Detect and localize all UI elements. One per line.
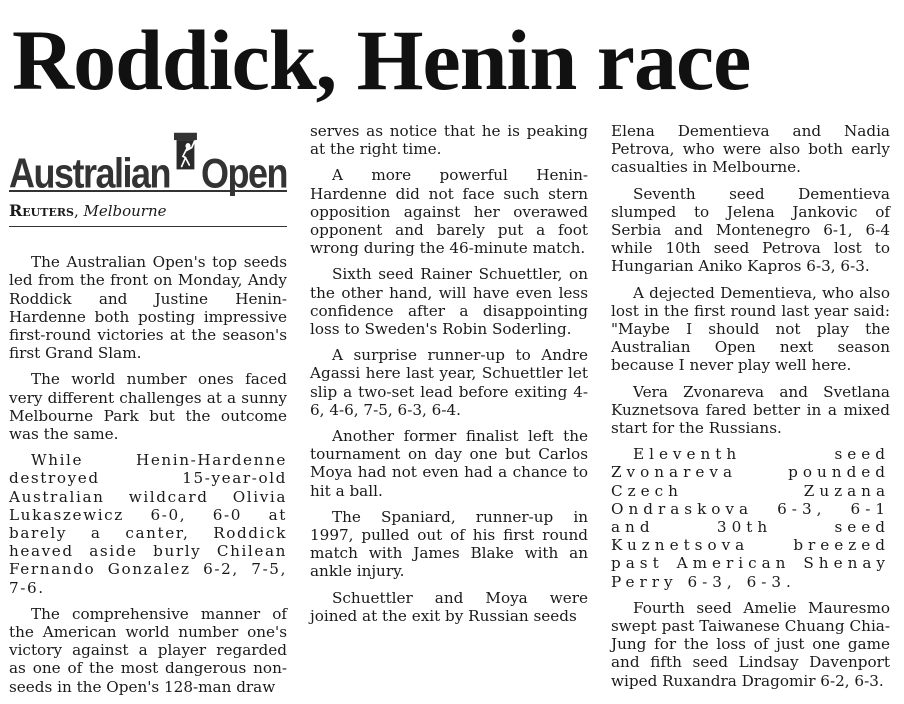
article-column-2 [310,122,588,633]
paragraph: Schuettler and Moya were joined at the exit by Russian seeds [310,588,588,625]
australian-open-logo [9,113,287,197]
paragraph: A surprise runner-up to Andre Agassi here last year, Schuettler let slip a two-set lead before exiting 4-6, 4-6, 7-5, 6-3, 6-4. [310,346,588,419]
paragraph: Vera Zvonareva and Svetlana Kuznetsova fared better in a mixed start for the Russians. [611,382,890,438]
paragraph: A more powerful Henin-Hardenne did not face such stern opposition against her overawed opponent and barely put a foot wrong during the 46-minute match. [310,166,588,258]
logo-text-australian: Australian [9,149,171,197]
article-column-1 [9,122,287,704]
paragraph: Eleventh seed Zvonareva pounded Czech Zuzana Ondraskova 6-3, 6-1 and 30th seed Kuznetsova breezed past American Shenay Perry 6-3, 6-3. [611,445,890,591]
paragraph: Sixth seed Rainer Schuettler, on the other hand, will have even less confidence after a disappointing loss to Sweden's Robin Soderling. [310,265,588,339]
paragraph: Elena Dementieva and Nadia Petrova, who were also both early casualties in Melbourne. [611,122,890,177]
paragraph: serves as notice that he is peaking at the right time. [310,122,588,159]
article-column-3 [611,122,890,698]
dateline: Reuters, Melbourne [9,202,287,227]
paragraph: The Spaniard, runner-up in 1997, pulled out of his first round match with James Blake with an ankle injury. [310,507,588,581]
logo-text-open: Open [200,149,287,197]
byline-agency: Reuters [9,201,74,220]
paragraph: While Henin-Hardenne destroyed 15-year-old Australian wildcard Olivia Lukaszewicz 6-0, 6-0 at barely a canter, Roddick heaved aside burly Chilean Fernando Gonzalez 6-2, 7-5, 7-6. [9,451,287,597]
paragraph: The world number ones faced very different challenges at a sunny Melbourne Park but the outcome was the same. [9,370,287,444]
headline: Roddick, Henin race [12,12,751,108]
paragraph: Fourth seed Amelie Mauresmo swept past Taiwanese Chuang Chia-Jung for the loss of just one game and fifth seed Lindsay Davenport wiped Ruxandra Dragomir 6-2, 6-3. [611,598,890,690]
paragraph: The comprehensive manner of the American world number one's victory against a player regarded as one of the most dangerous non-seeds in the Open's 128-man draw [9,604,287,696]
byline-location: Melbourne [83,202,167,220]
tennis-player-silhouette-icon [174,120,197,184]
paragraph: The Australian Open's top seeds led from the front on Monday, Andy Roddick and Justine Henin-Hardenne both posting impressive first-round victories at the season's first Grand Slam. [9,253,287,363]
paragraph: Seventh seed Dementieva slumped to Jelena Jankovic of Serbia and Montenegro 6-1, 6-4 while 10th seed Petrova lost to Hungarian Aniko Kapros 6-3, 6-3. [611,184,890,276]
paragraph: A dejected Dementieva, who also lost in the first round last year said: "Maybe I should not play the Australian Open next season because I never play well here. [611,283,890,375]
paragraph: Another former finalist left the tournament on day one but Carlos Moya had not even had a chance to hit a ball. [310,427,588,500]
